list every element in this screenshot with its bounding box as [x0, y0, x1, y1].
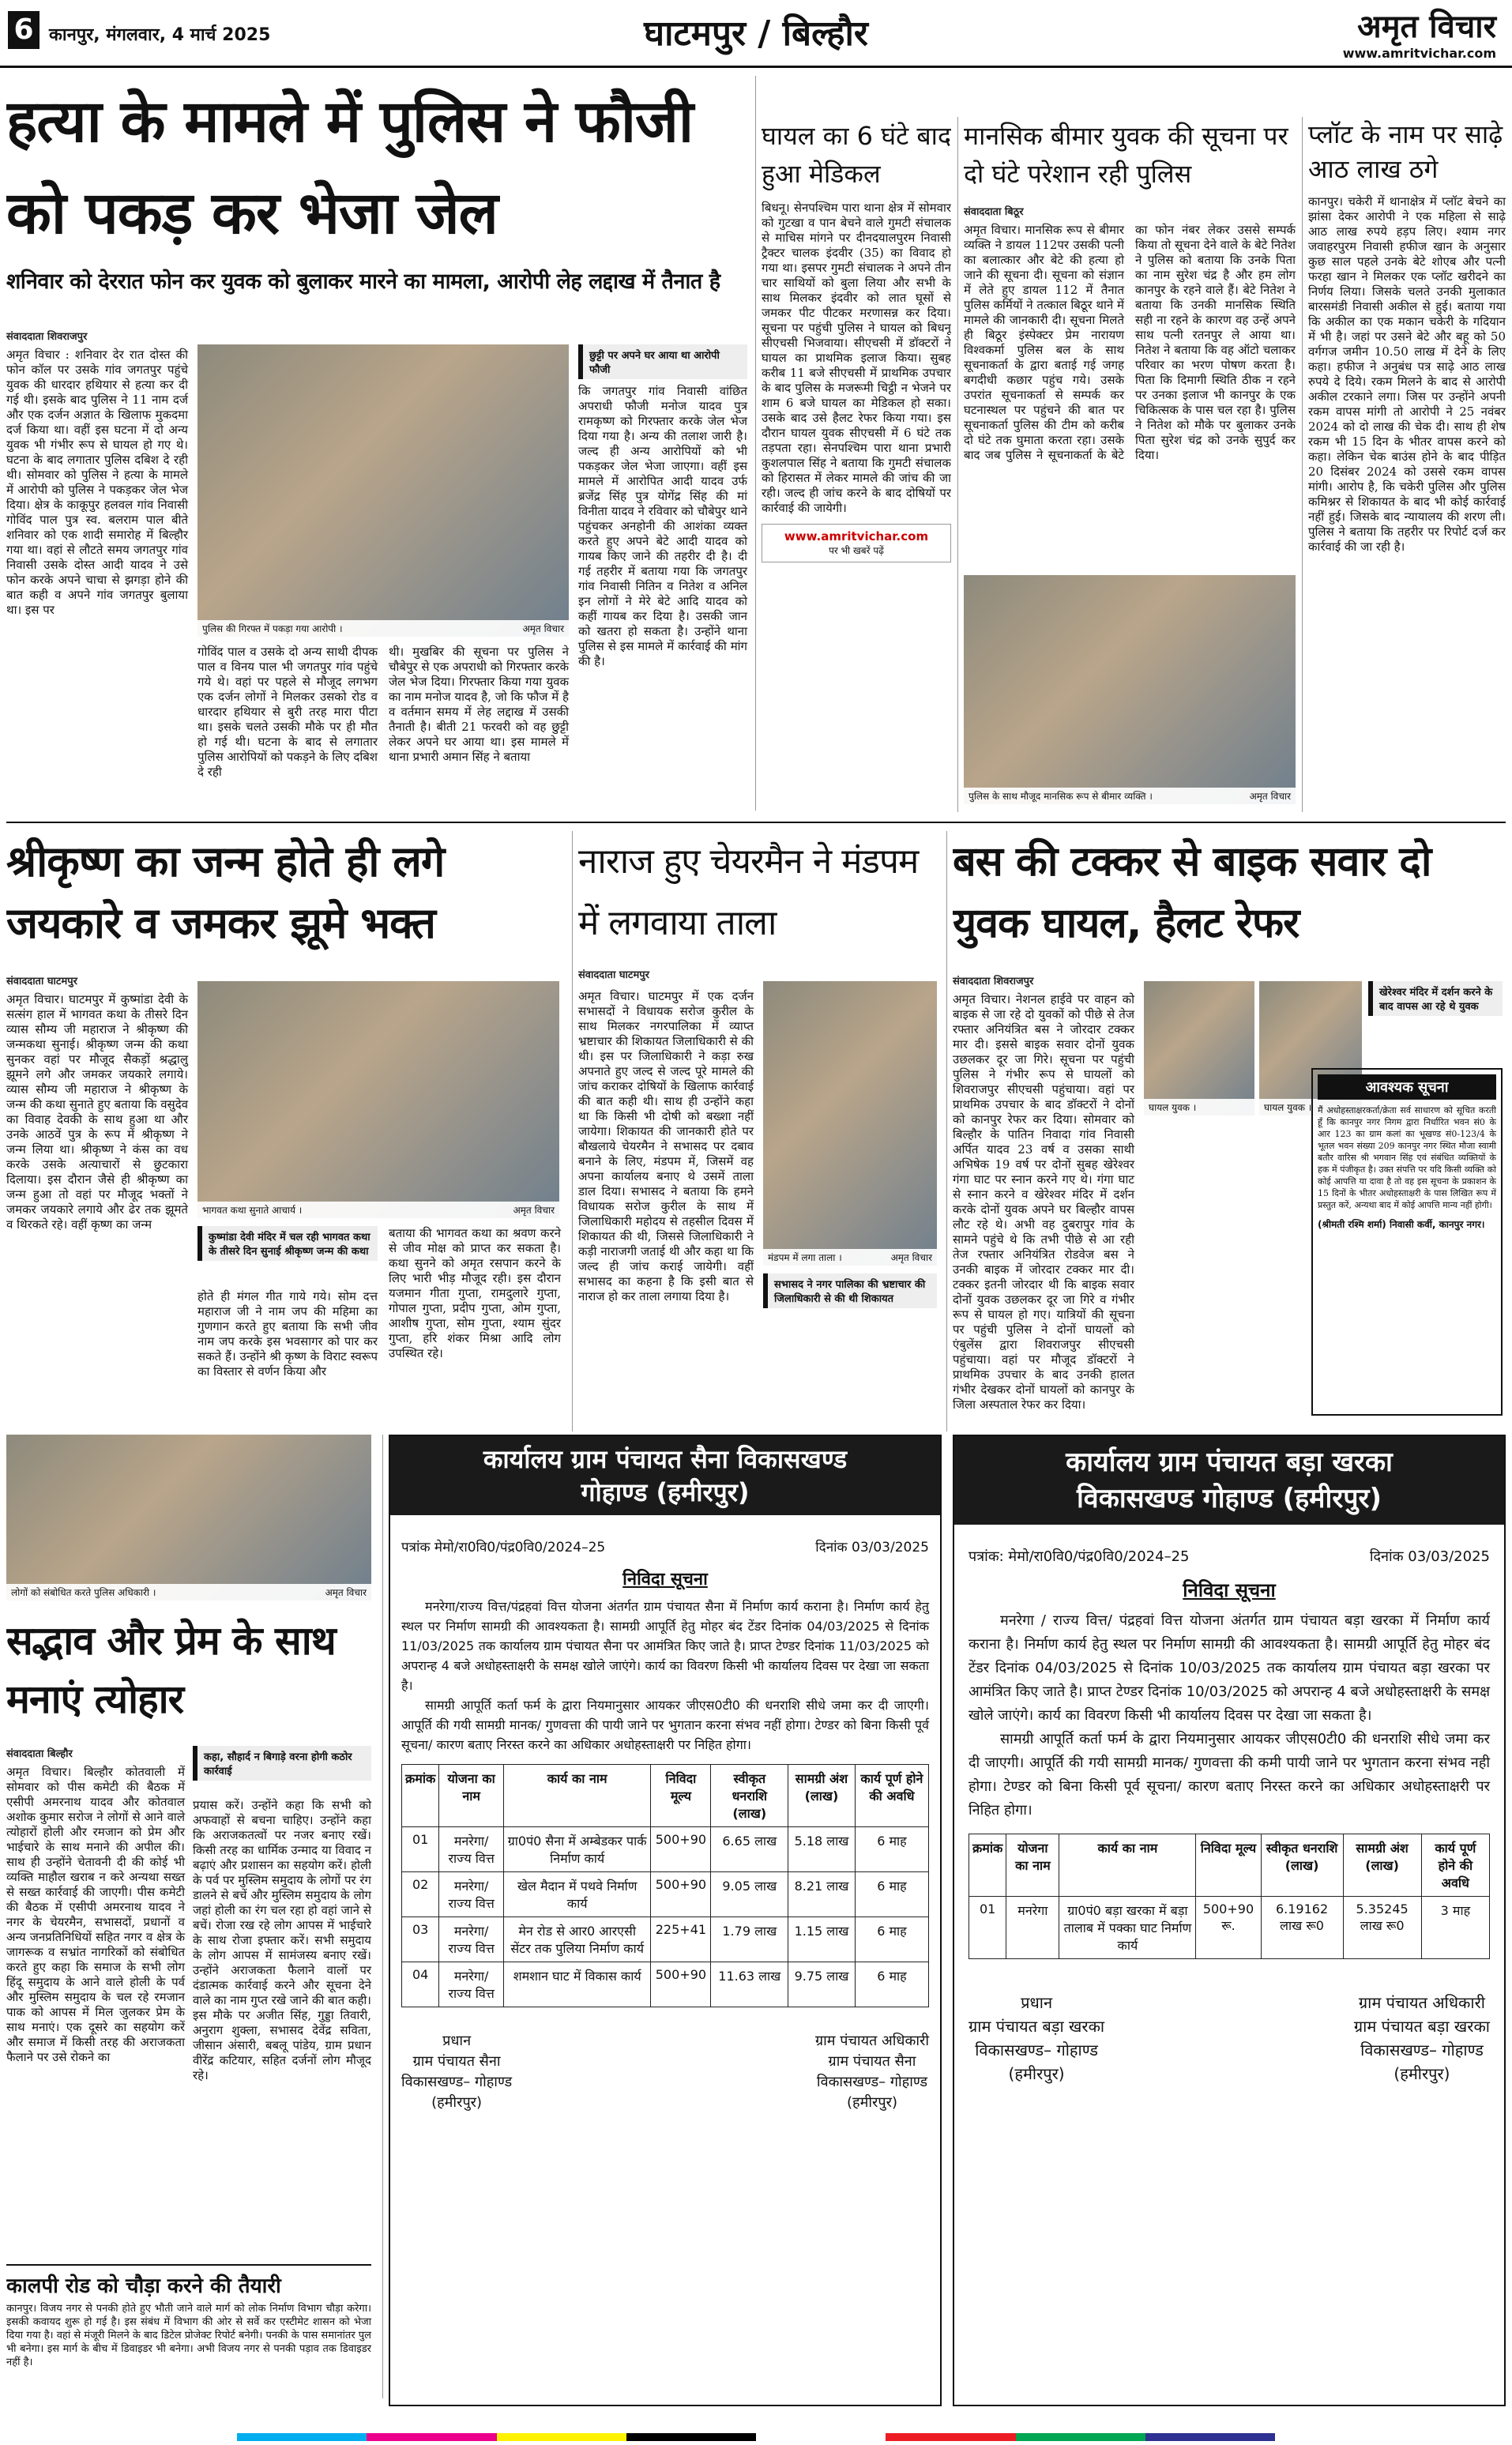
- col-header: योजना का नाम: [439, 1765, 504, 1827]
- column-divider: [382, 1435, 383, 2398]
- story-headline: मानसिक बीमार युवक की सूचना पर दो घंटे परेशान रही पुलिस: [964, 121, 1288, 189]
- signature-pradhan: [969, 1991, 1104, 2086]
- byline: संवाददाता घाटमपुर: [578, 969, 649, 981]
- signature-line: प्रधान: [1021, 1993, 1053, 2012]
- tender-para-1: मनरेगा/राज्य वित्त/पंद्रहवां वित्त योजना अंतर्गत ग्राम पंचायत सैना में निर्माण कार्य कराना है। निर्माण कार्य हेतु स्थल पर निर्माण सामग्री की आवश्यकता है। सामग्री आपूर्ति हेतु मोहर बंद टेंडर दिनांक 04/03/2025 से दिनांक 11/03/2025 तक कार्यालय ग्राम पंचायत सैना पर आमंत्रित किए जाते है। प्राप्त टेण्डर दिनांक 11/03/2025 को अपरान्ह 4 बजे अधोहस्ताक्षरी के समक्ष खोले जाएंगे। कार्य का विवरण किसी भी कार्यालय दिवस पर देखा जा सकता है।: [401, 1599, 929, 1693]
- table-cell: शमशान घाट में विकास कार्य: [503, 1962, 650, 2007]
- story-sidebar: [578, 344, 747, 669]
- injured-photo-1: [1144, 981, 1254, 1115]
- photo-caption: भागवत कथा सुनाते आचार्य ।: [202, 1205, 303, 1216]
- col-header: निविदा मूल्य: [1196, 1834, 1261, 1897]
- meeting-photo: [6, 1435, 371, 1601]
- story-body-2: होते ही मंगल गीत गाये गये। सोम दत्त महाराज जी ने नाम जप की महिमा का गुणगान करते हुए बताया कि सभी जीव नाम जप करके इस भवसागर को पार कर सकते हैं। उन्होंने श्री कृष्ण के विराट स्वरूप का विस्तार से वर्णन किया और: [197, 1289, 378, 1379]
- story-body: अमृत विचार। घाटमपुर में कुष्मांडा देवी के सत्संग हाल में भागवत कथा के तीसरे दिन व्यास सौम्य जी महाराज ने श्रीकृष्ण की जन्मकथा सुनाई। श्रीकृष्ण जन्म की कथा सुनकर वहां पर मौजूद सैकड़ों श्रद्धालु झूमने लगे और जमकर जयकारे लगाये। व्यास सौम्य जी महाराज ने श्रीकृष्ण के जन्म की कथा सुनाते हुए बताया कि वसुदेव का विवाह देवकी के साथ हुआ था और उनके आठवें पुत्र के रूप में श्रीकृष्ण ने जन्म लिया था। श्रीकृष्ण ने कंस का वध करके उसके अत्याचारों से छुटकारा दिलाया। इस दौरान जैसे ही श्रीकृष्ण का जन्म हुआ तो वहां पर मौजूद भक्तों ने जमकर जयकारे लगाये और ढेर तक झूमते व थिरकते रहे। वहीं कृष्ण का जन्म: [6, 992, 188, 1232]
- story-body: अमृत विचार। मानसिक रूप से बीमार व्यक्ति ने डायल 112पर उसकी पत्नी का बलात्कार और बेटे की हत्या हो जाने की सूचना दी। सूचना को संज्ञान में लेते हुए डायल 112 में तैनात पुलिस कर्मियों ने तत्काल बिठूर थाने में मामले की जानकारी दी। सूचना मिलते ही बिठूर इंस्पेक्टर प्रेम नारायण विश्वकर्मा पुलिस बल के साथ सूचनाकर्ता के द्वारा बताई गई जगह बगदीधी कछार पहुंच गये। उसके उपरांत सूचनाकर्ता से सम्पर्क कर घटनास्थल पर पहुंचने की बात पर सूचनाकर्ता पुलिस की टीम को करीब दो घंटे तक घुमाता करता रहा। उसके बाद जब पुलिस ने सूचनाकर्ता के बेटे का फोन नंबर लेकर उससे सम्पर्क किया तो सूचना देने वाले के बेटे नितेश ने पुलिस को बताया कि उनके पिता का नाम सुरेश चंद्र है और हम लोग कानपुर के रहने वाले हैं। बेटे नितेश ने बताया कि उनकी मानसिक स्थिति सही ना रहने के कारण वह उन्हें अपने साथ पत्नी रतनपुर ले आया था। नितेश ने बताया कि वह ऑटो चलाकर परिवार का भरण पोषण करता है। पिता कि दिमागी स्थिति ठीक न रहने पर उनका इलाज भी कानपुर के एक चिकित्सक के पास चल रहा है। पुलिस ने नितेश को मौके पर बुलाकर उनके पिता सुरेश चंद्र को उनके सुपुर्द कर दिया।: [964, 223, 1296, 462]
- table-cell: 03: [402, 1917, 439, 1962]
- col-header: निविदा मूल्य: [651, 1765, 711, 1827]
- sidebar-title: कुष्मांडा देवी मंदिर में चल रही भागवत कथा के तीसरे दिन सुनाई श्रीकृष्ण जन्म की कथा: [197, 1226, 378, 1261]
- story-mentally-ill-call: [964, 117, 1296, 812]
- table-cell: 04: [402, 1962, 439, 2007]
- col-header: कार्य पूर्ण होने की अवधि: [855, 1765, 928, 1827]
- table-cell: 11.63 लाख: [711, 1962, 788, 2007]
- tender-header: [390, 1436, 940, 1515]
- brand-logo: अमृत विचार: [1357, 8, 1496, 45]
- signature-line: ग्राम पंचायत अधिकारी: [814, 2033, 929, 2049]
- table-cell: 9.05 लाख: [711, 1872, 788, 1917]
- col-header: कार्य पूर्ण होने की अवधि: [1421, 1834, 1489, 1897]
- story-column-1: [6, 329, 188, 618]
- table-row: [402, 1917, 929, 1962]
- signature-line: प्रधान: [442, 2033, 472, 2049]
- signature-line: (हमीरपुर): [1008, 2064, 1065, 2083]
- signature-line: ग्राम पंचायत बड़ा खरका: [1353, 2017, 1490, 2036]
- tender-subject: निविदा सूचना: [1183, 1579, 1276, 1601]
- story-headline: बस की टक्कर से बाइक सवार दो युवक घायल, हैलट रेफर: [953, 838, 1431, 947]
- byline: संवाददाता शिवराजपुर: [6, 331, 88, 343]
- story-body: अमृत विचार : शनिवार देर रात दोस्त की फोन कॉल पर उसके गांव जगतपुर पहुंचे युवक की धारदार हथियार से हत्या कर दी गई थी। इसके बाद पुलिस ने 11 नाम दर्ज और एक दर्जन अज्ञात के खिलाफ मुकदमा दर्ज किया था। वहीं इस घटना में दो अन्य युवक भी गंभीर रूप से घायल हो गए थे। घटना के बाद लगातार पुलिस दबिश दे रही थी। सोमवार को पुलिस ने हत्या के मामले में आरोपी को पुलिस ने पकड़कर जेल भेज दिया। क्षेत्र के काकूपुर हलवल गांव निवासी गोविंद पाल पुत्र स्व. बलराम पाल बीते शनिवार को एक शादी समारोह में बिल्हौर गया था। वहां से लौटते समय जगतपुर गांव निवासी उसके दोस्त आदी यादव ने उसे फोन करके अपने चाचा से झगड़ा होने की बात कही व अपने गांव जगतपुर बुलाया था। इस पर: [6, 348, 188, 617]
- signature-line: ग्राम पंचायत अधिकारी: [1358, 1993, 1485, 2012]
- table-cell: मनरेगा/ राज्य वित्त: [439, 1917, 504, 1962]
- photo-caption: घायल युवक ।: [1149, 1102, 1197, 1113]
- table-cell: 6 माह: [855, 1827, 928, 1872]
- table-cell: 9.75 लाख: [788, 1962, 856, 2007]
- story-headline: घायल का 6 घंटे बाद हुआ मेडिकल: [762, 121, 951, 189]
- photo-caption: घायल युवक ।: [1264, 1102, 1312, 1113]
- column-divider: [572, 831, 573, 1431]
- registration-color-bar: [237, 2433, 1275, 2441]
- table-cell: 01: [969, 1897, 1006, 1959]
- story-body: बिधनू। सेनपश्चिम पारा थाना क्षेत्र में सोमवार को गुटखा व पान बेचने वाले गुमटी संचालक से माचिस मांगने पर दीनदयालपुरम निवासी ट्रैक्टर चालक इंदवीर (35) का विवाद हो गया था। इसपर गुमटी संचालक ने अपने तीन चार साथियों को बुला लिया और सभी के साथ मिलकर इंदवीर को लात घूसों से जमकर पीट पीटकर मरणासन्न कर दिया। सूचना पर पहुंची पुलिस ने घायल को बिधनू सीएचसी भिजवाया। सीएचसी में डॉक्टरों ने घायल का प्राथमिक इलाज किया। सुबह करीब 11 बजे सीएचसी में प्राथमिक उपचार के बाद पुलिस के मजरूमी चिट्ठी न भेजने पर शाम 6 बजे घायल का मेडिकल हो सका। उसके बाद उसे हैलट रेफर किया गया। इस दौरान घायल युवक सीएचसी में 6 घंटे तक तड़पता रहा। सेनपश्चिम पारा थाना प्रभारी कुशलपाल सिंह ने बताया कि गुमटी संचालक को हिरासत में लेकर मामले की जांच की जा रही। जल्द ही जांच करने के बाद दोषियों पर कार्रवाई की जायेगी।: [762, 201, 951, 515]
- story-body: कानपुर। चकेरी में थानाक्षेत्र में प्लॉट बेचने का झांसा देकर आरोपी ने एक महिला से साढ़े आठ लाख रुपये हड़प लिए। श्याम नगर जवाहरपुरम निवासी हफीज खान के अनुसार कुछ साल पहले उनके बेटे शोएब और पत्नी फरहा खान ने मिलकर एक प्लॉट खरीदने का निर्णय लिया। जिसके चलते उनकी मुलाकात बारसमंडी निवासी अकील से हुई। बताया गया कि अकील का एक मकान चकेरी के गदियान में भी है। जहां पर उसने बेटे और बहू को 50 वर्गगज जमीन 10.50 लाख में देने के लिए कहा। हफीज ने अनुबंध पत्र साढ़े आठ लाख रुपये दे दिये। रकम मिलने के बाद से आरोपी अकील टरकाने लगा। जिस पर उन्होंने अपनी रकम वापस मांगी तो आरोपी ने 25 नवंबर 2024 को दो लाख की चेक दी। साथ ही शेष रकम भी 15 दिन के भीतर वापस करने को कहा। लेकिन चेक बाउंस होने के बाद पीड़ित 20 दिसंबर 2024 को उससे रकम वापस मांगी। आरोप है, कि चकेरी पुलिस और पुलिस कमिश्नर से शिकायत के बाद भी कोई कार्रवाई नहीं हुई। जिसके बाद न्यायालय की शरण ली। पुलिस ने बताया कि तहरीर पर रिपोर्ट दर्ज कर कार्रवाई की जा रही है।: [1308, 194, 1506, 554]
- table-cell: 3 माह: [1421, 1897, 1489, 1959]
- table-cell: 1.79 लाख: [711, 1917, 788, 1962]
- tender-title-line2: विकासखण्ड गोहाण्ड (हमीरपुर): [1077, 1483, 1382, 1514]
- story-column-1: [6, 973, 188, 1232]
- story-deck: शनिवार को देररात फोन कर युवक को बुलाकर मारने का मामला, आरोपी लेह लद्दाख में तैनात है: [6, 269, 720, 294]
- table-cell: 500+90: [651, 1962, 711, 2007]
- byline: संवाददाता शिवराजपुर: [953, 976, 1034, 987]
- col-header: सामग्री अंश (लाख): [1343, 1834, 1421, 1897]
- tender-notice-saina: [389, 1435, 942, 2406]
- story-peace-committee: [6, 1435, 378, 2398]
- table-cell: 6 माह: [855, 1872, 928, 1917]
- col-header: स्वीकृत धनराशि (लाख): [1261, 1834, 1343, 1897]
- signature-line: विकासखण्ड– गोहाण्ड: [401, 2074, 513, 2090]
- photo-credit: अमृत विचार: [325, 1587, 367, 1598]
- story-headline: नाराज हुए चेयरमैन ने मंडपम में लगवाया ताला: [578, 841, 919, 943]
- page-number: 6: [8, 11, 39, 49]
- story-body: अमृत विचार। घाटमपुर में एक दर्जन सभासदों ने विधायक सरोज कुरील के साथ मिलकर नगरपालिका में व्याप्त भ्रष्टाचार की शिकायत जिलाधिकारी से की थी। इस पर जिलाधिकारी ने कड़ा रुख अपनाते हुए जल्द से जल्द पूरे मामले की जांच कराकर दोषियों के खिलाफ कार्रवाई की बात कही थी। साथ ही उन्होंने कहा था कि किसी भी दोषी को बख्शा नहीं जायेगा। शिकायत की जानकारी होते पर बौखलाये चेयरमैन ने सभासद पर दबाव बनाने के लिए, मंडपम में, जिसमें वह अपना कार्यालय बनाए थे उसमें ताला डाल दिया। सभासद ने बताया कि हमने विधायक सरोज कुरील के साथ में जिलाधिकारी महोदय से तहसील दिवस में शिकायत की थी, जिससे जिलाधिकारी ने कड़ी नाराजगी जताई थी और कहा था कि जल्द ही जांच कराई जायेगी। वहीं सभासद का कहना है कि इसी बात से नाराज हो कर ताला लगाया दिया है।: [578, 989, 754, 1303]
- signature-line: विकासखण्ड– गोहाण्ड: [975, 2041, 1098, 2059]
- column-divider: [957, 117, 958, 812]
- tender-date: दिनांक 03/03/2025: [1369, 1548, 1490, 1565]
- masthead: [0, 0, 1512, 68]
- tender-table: [969, 1834, 1490, 1959]
- byline: संवाददाता बिल्हौर: [6, 1748, 73, 1760]
- table-cell: 6.19162 लाख रू0: [1261, 1897, 1343, 1959]
- story-body-3: थी। मुखबिर की सूचना पर पुलिस ने चौबेपुर से एक अपराधी को गिरफ्तार करके जेल भेज दिया। गिरफ्तार किया गया युवक का नाम मनोज यादव है, जो कि फौज में है व वर्तमान समय में लेह लद्दाख में उसकी तैनाती है। बीती 21 फरवरी को वह छुट्टी लेकर अपने घर आया था। इस मामले में थाना प्रभारी अमान सिंह ने बताया: [389, 645, 570, 764]
- section-title: घाटमपुर / बिल्हौर: [644, 13, 868, 54]
- signature-line: विकासखण्ड– गोहाण्ड: [1360, 2041, 1484, 2059]
- sidebar-title: कहा, सौहार्द न बिगाड़े वरना होगी कठोर कार्रवाई: [193, 1746, 371, 1781]
- edition-date: कानपुर, मंगलवार, 4 मार्च 2025: [49, 25, 271, 45]
- signature-line: विकासखण्ड– गोहाण्ड: [816, 2074, 928, 2090]
- promo-sub: पर भी खबरें पढ़ें: [829, 545, 884, 556]
- byline: संवाददाता बिठूर: [964, 206, 1024, 218]
- story-body-2: गोविंद पाल व उसके दो अन्य साथी दीपक पाल व विनय पाल भी जगतपुर गांव पहुंचे गये थे। वहां पर पहले से मौजूद लगभग एक दर्जन लोगों ने मिलकर उसको रोड व धारदार हथियार से बुरी तरह मारा पीटा था। इसके चलते उसकी मौके पर ही मौत हो गई थी। घटना के बाद से लगातार पुलिस आरोपियों को पकड़ने के लिए दबिश दे रही: [197, 645, 378, 779]
- photo-credit: अमृत विचार: [1249, 791, 1291, 802]
- story-body: अमृत विचार। नेशनल हाईवे पर वाहन को बाइक से जा रहे दो युवकों को पीछे से तेज रफ्तार अनियंत्रित बस ने जोरदार टक्कर मार दी। इससे बाइक सवार दोनों युवक उछलकर दूर जा गिरे। सूचना पर पहुंची पुलिस ने गंभीर रूप से घायलों को शिवराजपुर सीएचसी पहुंचाया। वहां पर प्राथमिक उपचार के बाद डॉक्टरों ने दोनों को कानपुर रेफर कर दिया। सोमवार को बिल्हौर के पातिन निवादा गांव निवासी अर्पित यादव 23 वर्ष व उसका साथी अभिषेक 19 वर्ष पर दोनों सुबह खेरेश्वर गंगा घाट पर स्नान करने गए थे। गंगा घाट से स्नान करने व खेरेश्वर मंदिर में दर्शन करके दोनों युवक अपने घर बिल्हौर वापस लौट रहे थे। अभी वह दुबरापुर गांव के सामने पहुंचे थे कि तभी पीछे से आ रही तेज रफ्तार अनियंत्रित रोडवेज बस ने उनकी बाइक में जोरदार टक्कर मार दी। टक्कर इतनी जोरदार थी कि बाइक सवार दोनों युवक उछलकर दूर जा गिरे व गंभीर रूप से घायल हो गए। यात्रियों की सूचना पर पहुंची पुलिस ने दोनों घायलों को एंबुलेंस द्वारा शिवराजपुर सीएचसी पहुंचाया। वहां पर मौजूद डॉक्टरों ने प्राथमिक उपचार के बाद उनकी हालत गंभीर देखकर दोनों घायलों को कानपुर के जिला अस्पताल रेफर कर दिया।: [953, 992, 1134, 1412]
- photo-credit: अमृत विचार: [890, 1252, 932, 1263]
- story-headline: सद्भाव और प्रेम के साथ मनाएं त्योहार: [6, 1618, 336, 1722]
- photo-credit: अमृत विचार: [513, 1205, 555, 1216]
- promo-url[interactable]: www.amritvichar.com: [784, 529, 929, 544]
- tender-ref: पत्रांक मेमो/रा0वि0/पंद्र0वि0/2024–25: [401, 1540, 606, 1555]
- color-swatch: [237, 2433, 367, 2441]
- col-header: कार्य का नाम: [1059, 1834, 1196, 1897]
- table-cell: मनरेगा/ राज्य वित्त: [439, 1827, 504, 1872]
- table-header-row: [969, 1834, 1490, 1897]
- story-bus-accident: [953, 831, 1506, 1431]
- table-cell: ग्रा0पं0 सैना में अम्बेडकर पार्क निर्माण कार्य: [503, 1827, 650, 1872]
- story-headline: प्लॉट के नाम पर साढ़े आठ लाख ठगे: [1308, 119, 1503, 184]
- table-cell: 8.21 लाख: [788, 1872, 856, 1917]
- color-swatch: [626, 2433, 756, 2441]
- signature-line: (हमीरपुर): [431, 2094, 483, 2111]
- signature-line: (हमीरपुर): [846, 2094, 897, 2111]
- signature-pradhan: [401, 2031, 512, 2113]
- public-notice: [1311, 1068, 1503, 1416]
- table-cell: मनरेगा/ राज्य वित्त: [439, 1872, 504, 1917]
- tender-notice-bada-kharka: [953, 1435, 1506, 2406]
- signature-line: ग्राम पंचायत बड़ा खरका: [969, 2017, 1105, 2036]
- tender-title-line1: कार्यालय ग्राम पंचायत सैना विकासखण्ड: [483, 1444, 848, 1474]
- promo-box: [762, 524, 951, 562]
- color-swatch: [497, 2433, 626, 2441]
- table-cell: मनरेगा/ राज्य वित्त: [439, 1962, 504, 2007]
- police-photo: [964, 575, 1296, 804]
- story-headline: श्रीकृष्ण का जन्म होते ही लगे जयकारे व जमकर झूमे भक्त: [6, 837, 445, 948]
- sidebar-body: कि जगतपुर गांव निवासी वांछित अपराधी फौजी मनोज यादव पुत्र रामकृष्ण को गिरफ्तार करके जेल भेज दिया गया है। अन्य की तलाश जारी है। जल्द ही अन्य आरोपियों को भी पकड़कर जेल भेजा जाएगा। वहीं इस मामले में आरोपित आदी यादव उर्फ ब्रजेंद्र सिंह पुत्र योगेंद्र सिंह की मां विनीता यादव ने रविवार को चौबेपुर थाने पहुंचकर अनहोनी की आशंका व्यक्त करते हुए अपने बेटे आदी यादव को गायब किए जाने की तहरीर दी है। दी गई तहरीर में बताया गया कि जगतपुर गांव निवासी नितिन व नितेश व अनिल इन लोगों ने मेरे बेटे आदि यादव को कहीं गायब कर दिया है। उसकी जान को खतरा हो सकता है। उन्होंने थाना पुलिस से इस मामले में कार्रवाई की मांग की है।: [578, 384, 747, 668]
- color-swatch: [886, 2433, 1015, 2441]
- notice-body: मैं अधोहस्ताक्षरकर्ता/क्रेता सर्व साधारण को सूचित करती हूँ कि कानपुर नगर निगम द्वारा निर्धारित भवन सं0 के आर 123 का ग्राम कलां का भूखण्ड सं0-123/4 के भूतल भवन संख्या 209 कानपुर नगर स्थित मौजा स्वामी बतौर वारिस श्री भगवान सिंह एवं संबंधित व्यक्तियों के हक में पंजीकृत है। उक्त संपत्ति पर यदि किसी व्यक्ति को कोई आपत्ति या दावा है तो वह इस सूचना के प्रकाशन के 15 दिनों के भीतर अधोहस्ताक्षरी के पास लिखित रूप में प्रस्तुत करें, अन्यथा बाद में कोई आपत्ति मान्य नहीं होगी।: [1318, 1105, 1496, 1210]
- tender-title-line2: गोहाण्ड (हमीरपुर): [581, 1477, 750, 1507]
- locked-hall-photo: [763, 981, 937, 1266]
- tender-header: [954, 1436, 1504, 1525]
- table-cell: 6 माह: [855, 1962, 928, 2007]
- table-cell: 500+90 रू.: [1196, 1897, 1261, 1959]
- tender-para-2: सामग्री आपूर्ति कर्ता फर्म के द्वारा नियमानुसार आयकर जीएस0टी0 की धनराशि सीधे जमा कर दी जाएगी। आपूर्ति की गयी सामग्री मानक/ गुणवत्ता की पायी जाने पर भुगतान करना संभव नहीं होगा। टेण्डर को बिना किसी पूर्व सूचना/ कारण बताए निरस्त करने का अधिकार अधोहस्ताक्षरी पर निहित होगा।: [401, 1698, 929, 1752]
- table-row: [402, 1872, 929, 1917]
- table-cell: 6 माह: [855, 1917, 928, 1962]
- col-header: स्वीकृत धनराशि (लाख): [711, 1765, 788, 1827]
- tender-table: [401, 1764, 929, 2007]
- column-divider: [755, 76, 756, 811]
- section-divider: [6, 822, 1506, 823]
- sidebar-title: सभासद ने नगर पालिका की भ्रष्टाचार की जिलाधिकारी से की थी शिकायत: [763, 1273, 937, 1308]
- notice-title: आवश्यक सूचना: [1318, 1074, 1496, 1100]
- color-swatch: [367, 2433, 496, 2441]
- sidebar-title: खेरेश्वर मंदिर में दर्शन करने के बाद वापस आ रहे थे युवक: [1368, 981, 1503, 1016]
- story-krishna-birth: [6, 831, 567, 1439]
- katha-photo: [197, 981, 559, 1218]
- tender-title-line1: कार्यालय ग्राम पंचायत बड़ा खरका: [1066, 1446, 1393, 1478]
- tender-para-1: मनरेगा / राज्य वित्त/ पंद्रहवां वित्त योजना अंतर्गत ग्राम पंचायत बड़ा खरका में निर्माण कार्य कराना है। निर्माण कार्य हेतु स्थल पर निर्माण सामग्री की आवश्यकता है। सामग्री आपूर्ति हेतु मोहर बंद टेंडर दिनांक 04/03/2025 से दिनांक 10/03/2025 तक कार्यालय ग्राम पंचायत बड़ा खरका पर आमंत्रित किए जाते है। प्राप्त टेण्डर दिनांक 10/03/2025 को अपरान्ह 4 बजे अधोहस्ताक्षरी के समक्ष खोले जाएंगे। कार्य का विवरण किसी भी कार्यालय दिवस पर देखा जा सकता है।: [969, 1612, 1490, 1724]
- photo-caption: पुलिस की गिरफ्त में पकड़ा गया आरोपी ।: [202, 623, 343, 634]
- table-cell: 02: [402, 1872, 439, 1917]
- table-cell: 500+90: [651, 1827, 711, 1872]
- tender-subject: निविदा सूचना: [622, 1570, 708, 1589]
- table-cell: 225+41: [651, 1917, 711, 1962]
- column-divider: [946, 831, 947, 1431]
- table-cell: मनरेगा: [1006, 1897, 1059, 1959]
- table-cell: 5.18 लाख: [788, 1827, 856, 1872]
- table-cell: 500+90: [651, 1872, 711, 1917]
- story-plot-fraud: [1308, 117, 1506, 812]
- story-body: अमृत विचार। बिल्हौर कोतवाली में सोमवार को पीस कमेटी की बैठक में एसीपी अमरनाथ यादव और कोतवाल अशोक कुमार सरोज ने लोगों से आने वाले त्योहारों होली और रमजान को प्रेम और भाईचारे के साथ मनाने की अपील की। साथ ही उन्होंने चेतावनी दी की कोई भी व्यक्ति माहौल खराब न करे अन्यथा सख्त से सख्त कार्रवाई की जाएगी। पीस कमेटी की बैठक में एसीपी अमरनाथ यादव ने नगर के चेयरमैन, सभासदों, प्रधानों व अन्य जनप्रतिनिधियों सहित नगर व क्षेत्र के जागरूक व सभ्रांत नागरिकों को संबोधित करते हुए कहा कि समाज के सभी लोग हिंदू समुदाय के आने वाले होली के पर्व और मुस्लिम समुदाय के चल रहे रमजान पाक को आपस में मिल जुलकर प्रेम के साथ मनाएं। एक दूसरे का सहयोग करें और समाज में किसी तरह की अराजकता फैलाने पर उसे रोकने का: [6, 1765, 185, 2064]
- website-url[interactable]: www.amritvichar.com: [1342, 46, 1496, 61]
- story-soldier-arrest: [6, 76, 749, 834]
- col-header: कार्य का नाम: [503, 1765, 650, 1827]
- photo-caption: मंडपम में लगा ताला ।: [768, 1252, 842, 1263]
- color-swatch: [1145, 2433, 1275, 2441]
- col-header: क्रमांक: [969, 1834, 1006, 1897]
- sidebar-title: छुट्टी पर अपने घर आया था आरोपी फौजी: [578, 344, 747, 379]
- col-header: योजना का नाम: [1006, 1834, 1059, 1897]
- table-cell: 5.35245 लाख रू0: [1343, 1897, 1421, 1959]
- color-swatch: [1016, 2433, 1145, 2441]
- color-swatch: [756, 2433, 886, 2441]
- col-header: क्रमांक: [402, 1765, 439, 1827]
- photo-caption: लोगों को संबोधित करते पुलिस अधिकारी ।: [11, 1587, 156, 1598]
- story-headline: हत्या के मामले में पुलिस ने फौजी को पकड़ कर भेजा जेल: [6, 88, 694, 247]
- tender-ref: पत्रांक: मेमो/रा0वि0/पंद्र0वि0/2024–25: [969, 1548, 1190, 1565]
- story-column-1: [953, 973, 1134, 1431]
- signature-line: ग्राम पंचायत सैना: [828, 2053, 916, 2070]
- story-chairman-lock: [578, 831, 942, 1431]
- table-row: [402, 1962, 929, 2007]
- table-cell: खेल मैदान में पथवे निर्माण कार्य: [503, 1872, 650, 1917]
- tender-date: दिनांक 03/03/2025: [815, 1540, 929, 1555]
- signature-officer: [815, 2031, 929, 2113]
- col-header: सामग्री अंश (लाख): [788, 1765, 856, 1827]
- table-header-row: [402, 1765, 929, 1827]
- signature-line: ग्राम पंचायत सैना: [412, 2053, 501, 2070]
- byline: संवाददाता घाटमपुर: [6, 976, 77, 987]
- brief-body: कानपुर। विजय नगर से पनकी होते हुए भौती जाने वाले मार्ग को लोक निर्माण विभाग चौड़ा करेगा। इसकी कवायद शुरू हो गई है। इस संबंध में विभाग की ओर से सर्वे कर एस्टीमेट शासन को भेजा दिया गया है। वहां से मंजूरी मिलने के बाद डिटेल प्रोजेक्ट रिपोर्ट बनेगी। पनकी के पास समानांतर पुल भी बनेगा। इस मार्ग के बीच में डिवाइडर भी बनेगा। अभी विजय नगर से पनकी पड़ाव तक डिवाइडर नहीं है।: [6, 2303, 371, 2368]
- arrest-photo: [197, 344, 569, 637]
- story-column-1: [6, 1746, 185, 2065]
- photo-credit: अमृत विचार: [522, 623, 564, 634]
- table-cell: ग्रा0पं0 बड़ा खरका में बड़ा तालाब में पक्का घाट निर्माण कार्य: [1059, 1897, 1196, 1959]
- signature-officer: [1354, 1991, 1490, 2086]
- tender-para-2: सामग्री आपूर्ति कर्ता फर्म के द्वारा नियमानुसार आयकर जीएस0टी0 की धनराशि सीधे जमा कर दी जाएगी। आपूर्ति की गयी सामग्री मानक/ गुणवत्ता की कमी पायी जाने पर भुगतान करना संभव नही होगा। टेण्डर को बिना किसी पूर्व सूचना/ कारण बताए निरस्त करने का अधिकार अधोहस्ताक्षरी पर निहित होगा।: [969, 1731, 1490, 1819]
- brief-kalpi-road: [6, 2264, 371, 2369]
- brief-headline: कालपी रोड को चौड़ा करने की तैयारी: [6, 2274, 281, 2298]
- notice-signature: (श्रीमती रश्मि शर्मा) निवासी कर्वी, कानपुर नगर।: [1318, 1219, 1485, 1230]
- signature-line: (हमीरपुर): [1394, 2064, 1450, 2083]
- table-cell: 01: [402, 1827, 439, 1872]
- table-row: [402, 1827, 929, 1872]
- table-row: [969, 1897, 1490, 1959]
- table-cell: मेन रोड से आर0 आरएसी सेंटर तक पुलिया निर्माण कार्य: [503, 1917, 650, 1962]
- column-divider: [1302, 117, 1303, 812]
- table-cell: 6.65 लाख: [711, 1827, 788, 1872]
- photo-caption: पुलिस के साथ मौजूद मानसिक रूप से बीमार व्यक्ति ।: [969, 791, 1153, 802]
- table-cell: 1.15 लाख: [788, 1917, 856, 1962]
- story-body-2: प्रयास करें। उन्होंने कहा कि सभी को अफवाहों से बचना चाहिए। उन्होंने कहा कि अराजकतत्वों पर नजर बनाए रखें। किसी तरह का धार्मिक उन्माद या विवाद न बढ़ाएं और प्रशासन का सहयोग करें। होली के पर्व पर मुस्लिम समुदाय के लोगों पर रंग डालने से बचें और मुस्लिम समुदाय के लोग जहां होली का रंग चल रहा हो वहां जाने से बचें। रोजा रख रहे लोग आपस में भाईचारे के साथ रोजा इफ्तार करें। सभी समुदाय के लोग आपस में सामंजस्य बनाए रखें। उन्होंने अराजकता फैलाने वालों पर दंडात्मक कार्रवाई करने और सूचना देने वाले का नाम गुप्त रखे जाने की बात कही। इस मौके पर अजीत सिंह, गुड्डा तिवारी, अनुराग शुक्ला, सभासद देवेंद्र सविता, जीसान अंसारी, बबलू पांडेय, ग्राम प्रधान वीरेंद्र कटियार, सहित दर्जनों लोग मौजूद रहे।: [193, 1798, 371, 2082]
- story-medical-delay: [762, 117, 951, 828]
- story-body-3: बताया की भागवत कथा का श्रवण करने से जीव मोक्ष को प्राप्त कर सकता है। कथा सुनने को अमृत रसपान करने के लिए भारी भीड़ मौजूद रही। इस दौरान यजमान गीता गुप्ता, रामदुलारे गुप्ता, गोपाल गुप्ता, प्रदीप गुप्ता, ओम गुप्ता, आशीष गुप्ता, सोम गुप्ता, श्याम सुंदर गुप्ता, हरि शंकर मिश्रा आदि लोग उपस्थित रहे।: [389, 1226, 561, 1360]
